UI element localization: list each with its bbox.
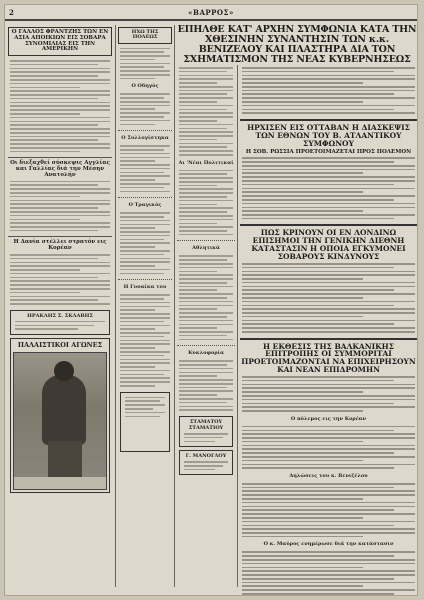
col3-item-0: Αι 'Νέαι Πολιτικαί (178, 159, 234, 166)
col1-headline-top: Ο ΓΑΛΛΟΣ ΦΡΑΝΤΖΗΣ ΤΩΝ ΕΝ ΑΣΙΑ ΑΠΟΙΚΙΩΝ ΕΙΣ ΣΟΒΑΡΑ ΣΥΝΟΜΙΛΙΑΣ ΕΙΣ ΤΗΝ ΑΜΕΡΙΚΗΝ (8, 27, 112, 56)
col1-text-a (8, 58, 112, 154)
main-headline: ΕΠΗΛΘΕ ΚΑΤ' ΑΡΧΗΝ ΣΥΜΦΩΝΙΑ ΚΑΤΑ ΤΗΝ ΧΘΕΣΙΝΗΝ ΣΥΝΑΝΤΗΣΙΝ ΤΩΝ κ.κ. ΒΕΝΙΖΕΛΟΥ ΚΑΙ ΠΛΑΣΤΗΡΑ ΔΙΑ ΤΟΝ ΣΧΗΜΑΤΙΣΜΟΝ ΤΗΣ ΝΕΑΣ ΚΥΒΕΡΝΗΣΕΩΣ (177, 24, 417, 65)
ottawa-headline: ΗΡΧΙΣΕΝ ΕΙΣ ΟΤΤΑΒΑΝ Η ΔΙΑΣΚΕΨΙΣ ΤΩΝ ΕΘΝΩΝ ΤΟΥ Β. ΑΤΛΑΝΤΙΚΟΥ ΣΥΜΦΩΝΟΥ (247, 122, 410, 148)
column-2 (118, 25, 172, 587)
col2-item-0: Ο Οδηγός (131, 83, 159, 90)
page-number: 2 (9, 8, 15, 17)
column-rule (115, 25, 116, 587)
last-subhead: Ο κ. Μαύρος ενημέρωσε διά την κατάστασιν (263, 541, 394, 548)
col2-item-2: Ο Τραγικός (128, 202, 162, 209)
city-echo-header: ΗΧΩ ΤΗΣ ΠΟΛΕΩΣ (118, 27, 172, 44)
col1-headline-mid: Οι διεξαχθεί σύσκεψις Αγγλίας και Γαλλίας διά την Μέσην Ανατολήν (10, 160, 110, 178)
korea-subhead: Ο πόλεμος εις την Κορέαν (290, 415, 367, 422)
col1-text-b (8, 179, 112, 234)
col3-item-2: Κυκλοφορία (188, 350, 224, 357)
newspaper-page (4, 4, 418, 596)
col1-text-c (8, 252, 112, 307)
ad-stamatiou (179, 416, 233, 447)
column-rule (237, 65, 238, 587)
wrestling-ad (10, 338, 110, 493)
balkan-subhead: Δηλώσεις του κ. Βενιζέλου (289, 472, 368, 479)
newspaper-name: «ΒΑΡΡΟΣ» (188, 8, 234, 17)
wrestler-photo (13, 352, 107, 490)
ad-manoglou-title: Γ. ΜΑΝΟΓΛΟΥ (185, 453, 227, 460)
divider (8, 157, 112, 158)
main-right-area (240, 65, 417, 587)
col1-headline-low: Η Δανία στέλλει στρατόν εις Κορέαν (13, 239, 107, 252)
wrestling-title: ΠΑΛΑΙΣΤΙΚΟΙ ΑΓΩΝΕΣ (17, 340, 103, 349)
main-headline-area (177, 25, 417, 65)
column-3 (177, 65, 235, 587)
divider (8, 236, 112, 237)
masthead (5, 5, 417, 21)
advertisement-sklavis (10, 310, 110, 335)
ottawa-subheadline: Η ΣΟΒ. ΡΩΣΣΙΑ ΠΡΟΕΤΟΙΜΑΖΕΤΑΙ ΠΡΟΣ ΠΟΛΕΜΟΝ (245, 148, 412, 155)
col2-text-a (118, 46, 172, 82)
ad-title: ΗΡΑΚΛΗΣ Σ. ΣΚΛΑΒΗΣ (27, 312, 93, 319)
small-ad-box (120, 392, 170, 452)
col2-item-1: Ο Συλλογίστηκα (121, 135, 169, 142)
column-1 (8, 25, 112, 587)
column-rule (174, 25, 175, 587)
london-headline: ΠΩΣ ΚΡΙΝΟΥΝ ΟΙ ΕΝ ΛΟΝΔΙΝΩ ΕΠΙΣΗΜΟΙ ΤΗΝ ΓΕΝΙΚΗΝ ΔΙΕΘΝΗ ΚΑΤΑΣΤΑΣΙΝ Η ΟΠΟΙΑ ΕΓΚΥΜΟΝΕΙ ΣΟΒΑΡΟΥΣ ΚΙΝΔΥΝΟΥΣ (251, 228, 406, 262)
col2-item-3: Η Γυναίκα του (123, 284, 167, 291)
ad-stamatiou-title: ΣΤΑΜΑΤΟΥ ΣΤΑΜΑΤΙΟΥ (188, 418, 224, 431)
ad-manoglou (179, 450, 233, 475)
balkan-headline: Η ΕΚΘΕΣΙΣ ΤΗΣ ΒΑΛΚΑΝΙΚΗΣ ΕΠΙΤΡΟΠΗΣ ΟΙ ΣΥΜΜΟΡΙΤΑΙ ΠΡΟΕΤΟΙΜΑΖΟΝΤΑΙ ΝΑ ΕΠΙΧΕΙΡΗΣΟΥΝ ΚΑΙ ΝΕΑΝ ΕΠΙΔΡΟΜΗΝ (241, 341, 416, 375)
col3-item-1: Αθλητικά (192, 245, 220, 252)
